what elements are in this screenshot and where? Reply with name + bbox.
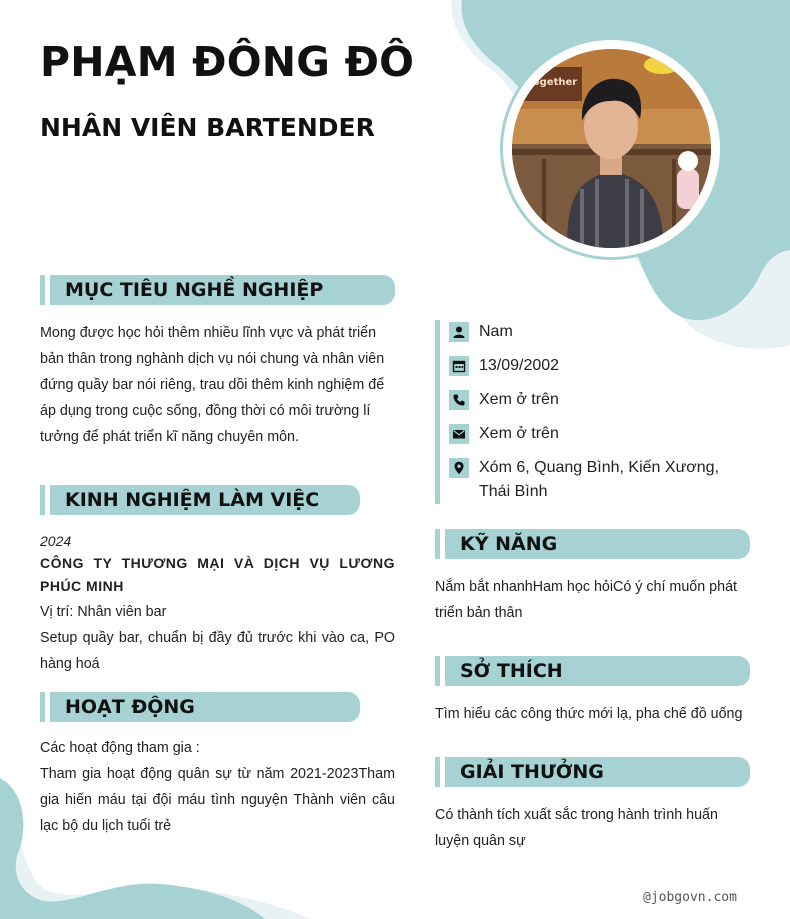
heading-text: KINH NGHIỆM LÀM VIỆC — [65, 489, 320, 511]
avatar-frame — [500, 37, 723, 260]
avatar — [512, 49, 711, 248]
contact-email-row — [449, 422, 755, 446]
phone-icon — [449, 390, 469, 410]
heading-accent-bar — [40, 275, 45, 305]
wall-sign-text: together — [528, 77, 578, 88]
contact-gender: Nam — [479, 323, 513, 340]
heading-pill — [445, 757, 750, 787]
experience-position: Vị trí: Nhân viên bar — [40, 604, 167, 620]
objective-text: Mong được học hỏi thêm nhiều lĩnh vực và phát triển bản thân trong nghành dịch vụ nói chung và nhân viên đứng quầy bar nói riêng, trau dồi thêm kinh nghiệm để áp dụng trong cuộc sống, đồng thời có môi trường lí tưởng để phát triển kĩ năng chuyên môn. — [40, 325, 385, 445]
heading-pill — [445, 656, 750, 686]
experience-company: CÔNG TY THƯƠNG MẠI VÀ DỊCH VỤ LƯƠNG PHÚC MINH — [40, 555, 395, 594]
heading-text: HOẠT ĐỘNG — [65, 696, 195, 718]
heading-text: GIẢI THƯỞNG — [460, 761, 604, 783]
heading-text: MỤC TIÊU NGHỀ NGHIỆP — [65, 279, 324, 301]
contact-birthday: 13/09/2002 — [479, 357, 560, 374]
heading-pill — [445, 529, 750, 559]
heading-pill — [50, 692, 360, 722]
contact-gender-row — [449, 320, 755, 344]
contact-info — [435, 320, 755, 504]
heading-accent-bar — [40, 485, 45, 515]
heading-accent-bar — [435, 757, 440, 787]
contact-address: Xóm 6, Quang Bình, Kiến Xương, Thái Bình — [479, 459, 720, 500]
section-skills-heading — [435, 529, 750, 559]
mail-icon — [449, 424, 469, 444]
contact-email[interactable]: Xem ở trên — [479, 425, 559, 442]
activities-entry — [40, 735, 395, 839]
calendar-icon — [449, 356, 469, 376]
awards-text: Có thành tích xuất sắc trong hành trình huấn luyện quân sự — [435, 807, 718, 849]
heading-text: KỸ NĂNG — [460, 533, 558, 555]
hobbies-text: Tìm hiểu các công thức mới lạ, pha chế đồ uống — [435, 706, 743, 722]
activities-text: Tham gia hoạt động quân sự từ năm 2021-2023Tham gia hiến máu tại đội máu tình nguyện Thành viên câu lạc bộ du lịch tuổi trẻ — [40, 766, 395, 834]
section-awards-heading — [435, 757, 750, 787]
contact-phone[interactable]: Xem ở trên — [479, 391, 559, 408]
heading-pill — [50, 275, 395, 305]
section-objective-heading — [40, 275, 395, 305]
heading-pill — [50, 485, 360, 515]
section-hobbies-heading — [435, 656, 750, 686]
location-icon — [449, 458, 469, 478]
contact-address-row — [449, 456, 755, 504]
section-experience-heading — [40, 485, 360, 515]
heading-accent-bar — [40, 692, 45, 722]
experience-description: Setup quầy bar, chuẩn bị đầy đủ trước khi vào ca, PO hàng hoá — [40, 630, 395, 672]
section-activities-heading — [40, 692, 360, 722]
heading-text: SỞ THÍCH — [460, 660, 563, 682]
watermark: @jobgovn.com — [643, 890, 737, 905]
skills-text: Nắm bắt nhanhHam học hỏiCó ý chí muốn phát triển bản thân — [435, 579, 737, 621]
heading-accent-bar — [435, 656, 440, 686]
heading-accent-bar — [435, 529, 440, 559]
contact-phone-row — [449, 388, 755, 412]
job-title: NHÂN VIÊN BARTENDER — [40, 113, 375, 142]
experience-entry — [40, 530, 395, 677]
contact-birthday-row — [449, 354, 755, 378]
candidate-name: PHẠM ĐÔNG ĐÔ — [40, 38, 415, 86]
activities-intro: Các hoạt động tham gia : — [40, 740, 200, 756]
person-icon — [449, 322, 469, 342]
experience-year: 2024 — [40, 533, 72, 549]
